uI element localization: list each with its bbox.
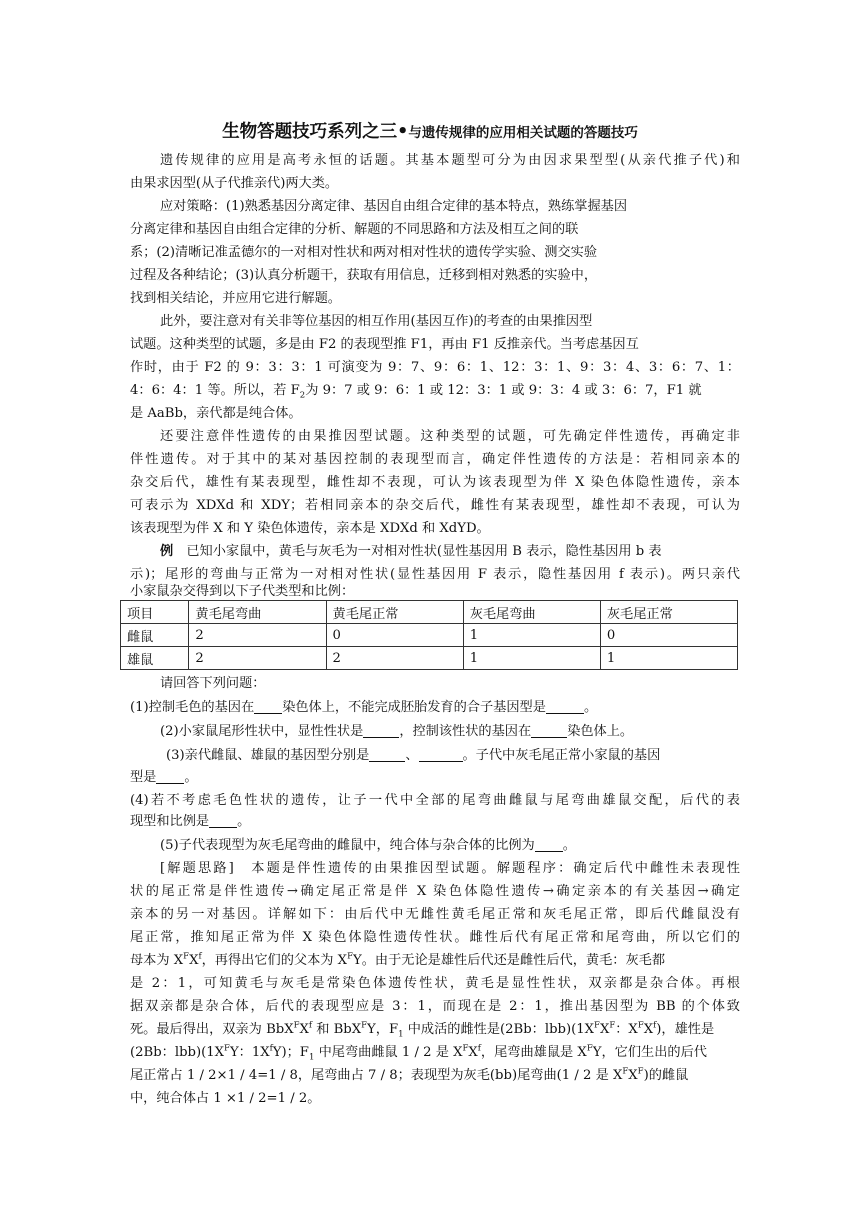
question-3: (3)亲代雌鼠、雄鼠的基因型分别是 、 。子代中灰毛尾正常小家鼠的基因: [166, 748, 661, 763]
solution-line: 亲本的另一对基因。详解如下：由后代中无雌性黄毛尾正常和灰毛尾正常，即后代雌鼠没有: [130, 907, 740, 922]
question-2: (2)小家鼠尾形性状中，显性性状是 ，控制该性状的基因在 染色体上。: [160, 724, 634, 739]
table-header-row: [121, 601, 738, 624]
paragraph-line: 4：6：4：1 等。所以，若 $F_2$为 9：7 或 9：6：1 或 12：3：1 或 9：3：4 或 3：6：7，F1 就: [130, 383, 702, 401]
title-sub: 与遗传规律的应用相关试题的答题技巧: [408, 125, 638, 141]
answer-blank[interactable]: [363, 723, 399, 738]
table-cell: 2: [189, 624, 326, 647]
table-header: 灰毛尾弯曲: [463, 601, 600, 624]
solution-line: 据双亲都是杂合体，后代的表现型应是 3：1，而现在是 2：1，推出基因型为 BB 的个体致: [130, 999, 740, 1014]
answer-blank[interactable]: [209, 813, 237, 828]
question-4: (4)若不考虑毛色性状的遗传，让子一代中全部的尾弯曲雌鼠与尾弯曲雄鼠交配，后代的表: [130, 793, 740, 808]
question-intro: 请回答下列问题：: [160, 676, 266, 691]
solution-line: 尾正常占 1 / 2×1 / 4=1 / 8，尾弯曲占 7 / 8；表现型为灰毛(bb)尾弯曲(1 / 2 是 $X^FX^F$)的雌鼠: [130, 1066, 689, 1083]
paragraph-line: 试题。这种类型的试题，多是由 F2 的表现型推 F1，再由 F1 反推亲代。当考虑基因互: [130, 337, 639, 352]
solution-line: 中，纯合体占 1 ×1 / 2=1 / 2。: [130, 1091, 321, 1106]
solution-line: 状的尾正常是伴性遗传→确定尾正常是伴 X 染色体隐性遗传→确定亲本的有关基因→确定: [130, 884, 740, 899]
answer-blank[interactable]: [369, 747, 405, 762]
question-4-cont: 现型和比例是 。: [130, 814, 251, 829]
paragraph-line: 还要注意伴性遗传的由果推因型试题。这种类型的试题，可先确定伴性遗传，再确定非: [160, 429, 740, 444]
document-title: [0, 118, 860, 143]
paragraph-line: 遗传规律的应用是高考永恒的话题。其基本题型可分为由因求果型型(从亲代推子代)和: [160, 153, 740, 168]
table-cell: 0: [600, 624, 737, 647]
answer-blank[interactable]: [419, 747, 463, 762]
table-cell: 1: [463, 624, 600, 647]
table-header: 黄毛尾正常: [326, 601, 463, 624]
example-label: 例: [160, 544, 174, 559]
answer-blank[interactable]: [156, 769, 184, 784]
answer-blank[interactable]: [531, 723, 567, 738]
table-cell: 2: [189, 647, 326, 670]
example-line: 示)；尾形的弯曲与正常为一对相对性状(显性基因用 F 表示，隐性基因用 f 表示)。两只亲代: [130, 567, 740, 582]
table-cell: 0: [326, 624, 463, 647]
paragraph-line: 杂交后代，雄性有某表现型，雌性却不表现，可认为该表现型为伴 X 染色体隐性遗传，亲本: [130, 475, 740, 490]
table-row: [121, 647, 738, 670]
question-3-cont: 型是 。: [130, 770, 198, 785]
paragraph-line: 可表示为 XDXd 和 XDY；若相同亲本的杂交后代，雌性有某表现型，雄性却不表现，可认为: [130, 498, 740, 513]
paragraph-line: 找到相关结论，并应用它进行解题。: [130, 291, 341, 306]
paragraph-line: 过程及各种结论；(3)认真分析题干，获取有用信息，迁移到相对熟悉的实验中，: [130, 268, 598, 283]
table-cell: 1: [600, 647, 737, 670]
table-cell: 雌鼠: [121, 624, 189, 647]
solution-line: 是 2：1，可知黄毛与灰毛是常染色体遗传性状，黄毛是显性性状，双亲都是杂合体。再根: [130, 976, 740, 991]
paragraph-line: 该表现型为伴 X 和 Y 染色体遗传，亲本是 XDXd 和 XdYD。: [130, 521, 490, 536]
title-main: 生物答题技巧系列之三•: [222, 122, 409, 142]
answer-blank[interactable]: [535, 837, 563, 852]
paragraph-line: 伴性遗传。对于其中的某对基因控制的表现型而言，确定伴性遗传的方法是：若相同亲本的: [130, 452, 740, 467]
answer-blank[interactable]: [254, 699, 282, 714]
table-header: 黄毛尾弯曲: [189, 601, 326, 624]
table-header: 灰毛尾正常: [600, 601, 737, 624]
paragraph-line: 作时，由于 F2 的 9：3：3：1 可演变为 9：7、9：6：1、12：3：1、9：3：4、3：6：7、1：: [130, 360, 740, 375]
solution-line: 死。最后得出，双亲为 $BbX^FX^f$ 和 BbX$^F$Y，$F_1$ 中成活的雌性是(2Bb：$lbb)(1X^FX^F$：$X^FX^f$)，雄性是: [130, 1020, 715, 1040]
solution-line: 母本为 $X^FX^f$，再得出它们的父本为 $X^FY$。由于无论是雄性后代还是雌性后代，黄毛：灰毛都: [130, 951, 666, 968]
table-cell: 雄鼠: [121, 647, 189, 670]
table-cell: 1: [463, 647, 600, 670]
paragraph-line: 是 AaBb，亲代都是纯合体。: [130, 406, 302, 421]
paragraph-line: 应对策略：(1)熟悉基因分离定律、基因自由组合定律的基本特点，熟练掌握基因: [160, 199, 628, 214]
paragraph-line: 系；(2)清晰记准孟德尔的一对相对性状和两对相对性状的遗传学实验、测交实验: [130, 245, 598, 260]
offspring-table: [120, 600, 738, 670]
example-line: 小家鼠杂交得到以下子代类型和比例：: [130, 584, 355, 599]
question-1: (1)控制毛色的基因在 染色体上，不能完成胚胎发育的合子基因型是 。: [130, 700, 598, 715]
table-header: 项目: [121, 601, 189, 624]
solution-line: [解题思路] 本题是伴性遗传的由果推因型试题。解题程序：确定后代中雌性未表现性: [160, 861, 740, 876]
solution-line: 尾正常，推知尾正常为伴 X 染色体隐性遗传性状。雌性后代有尾正常和尾弯曲，所以它们的: [130, 930, 740, 945]
table-row: [121, 624, 738, 647]
example-line: 例 已知小家鼠中，黄毛与灰毛为一对相对性状(显性基因用 B 表示，隐性基因用 b 表: [160, 544, 662, 559]
paragraph-line: 由果求因型(从子代推亲代)两大类。: [130, 176, 339, 191]
paragraph-line: 此外，要注意对有关非等位基因的相互作用(基因互作)的考查的由果推因型: [160, 314, 593, 329]
question-5: (5)子代表现型为灰毛尾弯曲的雌鼠中，纯合体与杂合体的比例为 。: [160, 838, 576, 853]
solution-line: (2Bb：$lbb)(1X^FY$：$1X^fY$)；$F_1$ 中尾弯曲雌鼠 1 / 2 是 $X^FX^f$，尾弯曲雄鼠是 $X^FY$，它们生出的后代: [130, 1043, 707, 1063]
table-cell: 2: [326, 647, 463, 670]
paragraph-line: 分离定律和基因自由组合定律的分析、解题的不同思路和方法及相互之间的联: [130, 222, 579, 237]
answer-blank[interactable]: [546, 699, 584, 714]
